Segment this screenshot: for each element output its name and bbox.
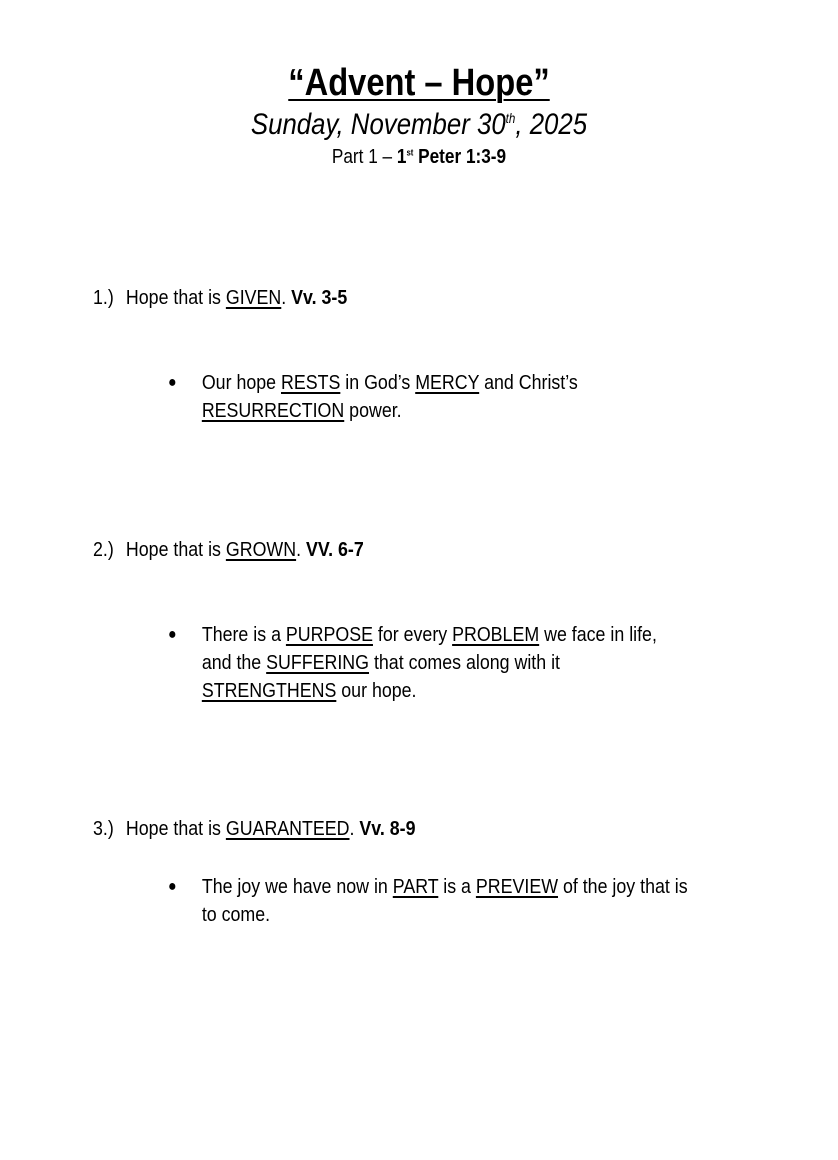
point-1: 1.) Hope that is GIVEN. Vv. 3-5 — [93, 287, 348, 309]
point-1-bullet: ● Our hope RESTS in God’s MERCY and Christ’s RESURRECTION power. — [168, 369, 738, 425]
fill-in-blank: MERCY — [415, 372, 480, 394]
fill-in-blank: RESTS — [280, 372, 341, 394]
fill-in-blank: SUFFERING — [266, 652, 370, 674]
point-2-bullet: ● There is a PURPOSE for every PROBLEM we face in life, and the SUFFERING that comes along with it STRENGTHENS our hope. — [168, 621, 738, 705]
fill-in-blank: RESURRECTION — [201, 400, 345, 422]
fill-in-blank: PROBLEM — [452, 624, 540, 646]
point-2: 2.) Hope that is GROWN. VV. 6-7 — [93, 539, 364, 561]
header — [59, 60, 780, 170]
fill-in-blank: PREVIEW — [475, 876, 559, 898]
sermon-date: Sunday, November 30th, 2025 — [250, 108, 588, 141]
bullet-icon: ● — [168, 626, 177, 643]
verse-reference: VV. 6-7 — [305, 539, 364, 561]
fill-in-blank: PURPOSE — [285, 624, 373, 646]
sermon-title: “Advent – Hope” — [288, 62, 550, 104]
fill-in-blank: STRENGTHENS — [201, 680, 337, 702]
bullet-icon: ● — [168, 878, 177, 895]
verse-reference: Vv. 8-9 — [359, 818, 416, 840]
point-3: 3.) Hope that is GUARANTEED. Vv. 8-9 — [93, 818, 416, 840]
fill-in-blank: PART — [392, 876, 439, 898]
scripture-passage: Part 1 – 1st Peter 1:3-9 — [331, 146, 507, 168]
fill-in-blank: GUARANTEED — [225, 818, 350, 840]
point-3-bullet: ● The joy we have now in PART is a PREVIEW of the joy that is to come. — [168, 873, 738, 929]
bullet-icon: ● — [168, 374, 177, 391]
fill-in-blank: GROWN — [225, 539, 297, 561]
verse-reference: Vv. 3-5 — [291, 287, 348, 309]
fill-in-blank: GIVEN — [225, 287, 282, 309]
